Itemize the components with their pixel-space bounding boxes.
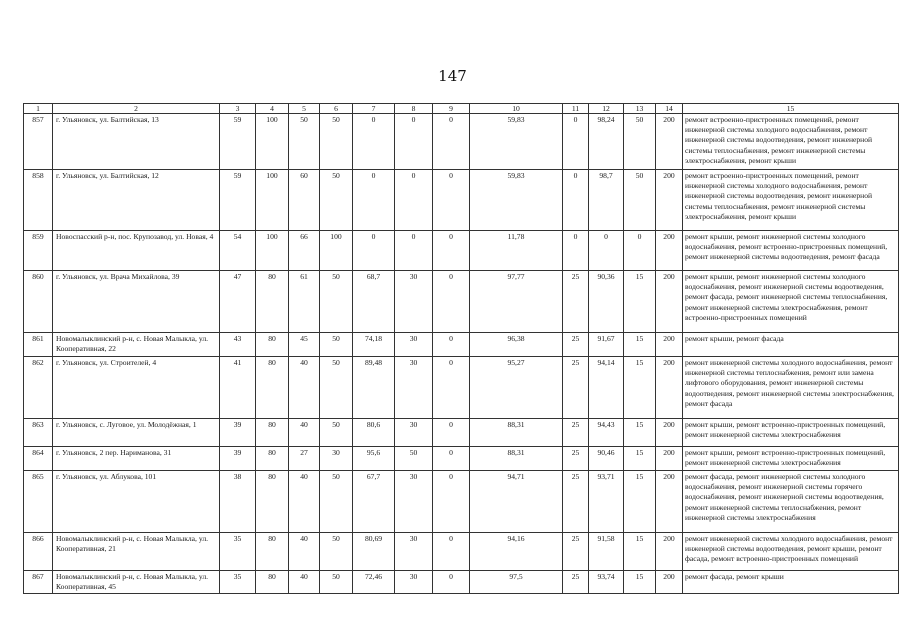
- value-cell-9: 0: [433, 471, 470, 533]
- works-cell: ремонт инженерной системы холодного водоснабжения, ремонт инженерной системы теплоснабжения, ремонт или замена лифтового оборудования, ремонт инженерной системы водоотведения, ремонт инженерной системы электроснабжения, ремонт фасада: [683, 357, 899, 419]
- value-cell-6: 50: [320, 471, 353, 533]
- value-cell-10: 96,38: [470, 333, 563, 357]
- value-cell-10: 94,16: [470, 533, 563, 571]
- value-cell-11: 25: [563, 533, 589, 571]
- address-cell: Новоспасский р-н, пос. Крупозавод, ул. Новая, 4: [53, 231, 220, 271]
- value-cell-6: 30: [320, 447, 353, 471]
- works-cell: ремонт встроенно-пристроенных помещений, ремонт инженерной системы холодного водоснабжения, ремонт инженерной системы водоотведения, ремонт инженерной системы теплоснабжения, ремонт инженерной системы электроснабжения, ремонт крыши: [683, 170, 899, 231]
- value-cell-7: 72,46: [353, 571, 395, 594]
- value-cell-14: 200: [656, 471, 683, 533]
- value-cell-7: 0: [353, 170, 395, 231]
- column-number-15: 15: [683, 104, 899, 114]
- works-cell: ремонт крыши, ремонт инженерной системы холодного водоснабжения, ремонт инженерной системы водоотведения, ремонт фасада, ремонт инженерной системы теплоснабжения, ремонт инженерной системы электроснабжения, ремонт встроенно-пристроенных помещений: [683, 271, 899, 333]
- value-cell-4: 80: [256, 271, 289, 333]
- value-cell-6: 50: [320, 271, 353, 333]
- row-number-cell: 864: [24, 447, 53, 471]
- value-cell-4: 100: [256, 170, 289, 231]
- value-cell-11: 0: [563, 170, 589, 231]
- row-number-cell: 862: [24, 357, 53, 419]
- table-row: [24, 357, 899, 419]
- value-cell-13: 15: [624, 271, 656, 333]
- value-cell-11: 25: [563, 271, 589, 333]
- column-number-7: 7: [353, 104, 395, 114]
- value-cell-5: 60: [289, 170, 320, 231]
- column-number-11: 11: [563, 104, 589, 114]
- value-cell-14: 200: [656, 231, 683, 271]
- value-cell-10: 95,27: [470, 357, 563, 419]
- table-row: [24, 231, 899, 271]
- value-cell-7: 68,7: [353, 271, 395, 333]
- row-number-cell: 859: [24, 231, 53, 271]
- row-number-cell: 867: [24, 571, 53, 594]
- value-cell-14: 200: [656, 333, 683, 357]
- column-number-3: 3: [220, 104, 256, 114]
- row-number-cell: 861: [24, 333, 53, 357]
- value-cell-8: 30: [395, 571, 433, 594]
- address-cell: г. Ульяновск, ул. Врача Михайлова, 39: [53, 271, 220, 333]
- value-cell-8: 0: [395, 114, 433, 170]
- value-cell-4: 80: [256, 533, 289, 571]
- value-cell-6: 50: [320, 533, 353, 571]
- value-cell-9: 0: [433, 170, 470, 231]
- value-cell-3: 59: [220, 114, 256, 170]
- value-cell-9: 0: [433, 114, 470, 170]
- value-cell-4: 80: [256, 357, 289, 419]
- value-cell-5: 40: [289, 357, 320, 419]
- column-number-13: 13: [624, 104, 656, 114]
- value-cell-8: 30: [395, 333, 433, 357]
- value-cell-7: 80,69: [353, 533, 395, 571]
- table-row: [24, 333, 899, 357]
- value-cell-13: 50: [624, 114, 656, 170]
- column-number-14: 14: [656, 104, 683, 114]
- value-cell-13: 15: [624, 333, 656, 357]
- value-cell-10: 97,5: [470, 571, 563, 594]
- value-cell-3: 35: [220, 533, 256, 571]
- works-cell: ремонт крыши, ремонт фасада: [683, 333, 899, 357]
- value-cell-6: 50: [320, 571, 353, 594]
- value-cell-3: 43: [220, 333, 256, 357]
- column-number-9: 9: [433, 104, 470, 114]
- value-cell-4: 80: [256, 447, 289, 471]
- value-cell-7: 0: [353, 231, 395, 271]
- address-cell: г. Ульяновск, ул. Аблукова, 101: [53, 471, 220, 533]
- value-cell-10: 59,83: [470, 114, 563, 170]
- value-cell-14: 200: [656, 114, 683, 170]
- value-cell-13: 15: [624, 571, 656, 594]
- value-cell-8: 30: [395, 271, 433, 333]
- value-cell-12: 90,36: [589, 271, 624, 333]
- value-cell-8: 30: [395, 533, 433, 571]
- column-number-4: 4: [256, 104, 289, 114]
- value-cell-8: 30: [395, 471, 433, 533]
- value-cell-13: 15: [624, 533, 656, 571]
- value-cell-12: 93,71: [589, 471, 624, 533]
- works-cell: ремонт крыши, ремонт встроенно-пристроенных помещений, ремонт инженерной системы электроснабжения: [683, 447, 899, 471]
- row-number-cell: 866: [24, 533, 53, 571]
- works-cell: ремонт встроенно-пристроенных помещений, ремонт инженерной системы холодного водоснабжения, ремонт инженерной системы водоотведения, ремонт инженерной системы теплоснабжения, ремонт инженерной системы электроснабжения, ремонт крыши: [683, 114, 899, 170]
- value-cell-3: 35: [220, 571, 256, 594]
- value-cell-14: 200: [656, 271, 683, 333]
- value-cell-13: 15: [624, 471, 656, 533]
- value-cell-7: 0: [353, 114, 395, 170]
- table-row: [24, 419, 899, 447]
- value-cell-14: 200: [656, 357, 683, 419]
- value-cell-9: 0: [433, 447, 470, 471]
- value-cell-3: 39: [220, 447, 256, 471]
- table-row: [24, 447, 899, 471]
- value-cell-5: 45: [289, 333, 320, 357]
- works-cell: ремонт крыши, ремонт встроенно-пристроенных помещений, ремонт инженерной системы электроснабжения: [683, 419, 899, 447]
- value-cell-10: 11,78: [470, 231, 563, 271]
- value-cell-9: 0: [433, 357, 470, 419]
- value-cell-11: 0: [563, 114, 589, 170]
- column-number-5: 5: [289, 104, 320, 114]
- value-cell-11: 25: [563, 571, 589, 594]
- value-cell-7: 95,6: [353, 447, 395, 471]
- column-number-8: 8: [395, 104, 433, 114]
- value-cell-11: 25: [563, 357, 589, 419]
- column-number-12: 12: [589, 104, 624, 114]
- column-number-row: [24, 104, 899, 114]
- address-cell: г. Ульяновск, ул. Балтийская, 13: [53, 114, 220, 170]
- value-cell-13: 0: [624, 231, 656, 271]
- works-cell: ремонт фасада, ремонт крыши: [683, 571, 899, 594]
- value-cell-12: 0: [589, 231, 624, 271]
- value-cell-5: 40: [289, 471, 320, 533]
- value-cell-7: 74,18: [353, 333, 395, 357]
- value-cell-3: 38: [220, 471, 256, 533]
- value-cell-7: 80,6: [353, 419, 395, 447]
- value-cell-14: 200: [656, 170, 683, 231]
- value-cell-4: 100: [256, 231, 289, 271]
- value-cell-11: 0: [563, 231, 589, 271]
- value-cell-12: 93,74: [589, 571, 624, 594]
- value-cell-5: 50: [289, 114, 320, 170]
- value-cell-13: 15: [624, 447, 656, 471]
- value-cell-9: 0: [433, 333, 470, 357]
- address-cell: г. Ульяновск, ул. Балтийская, 12: [53, 170, 220, 231]
- value-cell-13: 50: [624, 170, 656, 231]
- row-number-cell: 865: [24, 471, 53, 533]
- value-cell-12: 91,58: [589, 533, 624, 571]
- value-cell-12: 90,46: [589, 447, 624, 471]
- value-cell-5: 61: [289, 271, 320, 333]
- value-cell-13: 15: [624, 357, 656, 419]
- value-cell-8: 30: [395, 357, 433, 419]
- value-cell-13: 15: [624, 419, 656, 447]
- value-cell-4: 80: [256, 419, 289, 447]
- value-cell-6: 50: [320, 357, 353, 419]
- value-cell-7: 89,48: [353, 357, 395, 419]
- value-cell-11: 25: [563, 471, 589, 533]
- value-cell-4: 80: [256, 471, 289, 533]
- value-cell-10: 59,83: [470, 170, 563, 231]
- value-cell-10: 88,31: [470, 447, 563, 471]
- value-cell-7: 67,7: [353, 471, 395, 533]
- value-cell-5: 40: [289, 533, 320, 571]
- works-cell: ремонт фасада, ремонт инженерной системы холодного водоснабжения, ремонт инженерной системы горячего водоснабжения, ремонт инженерной системы водоотведения, ремонт инженерной системы теплоснабжения, ремонт инженерной системы электроснабжения: [683, 471, 899, 533]
- row-number-cell: 858: [24, 170, 53, 231]
- value-cell-5: 40: [289, 419, 320, 447]
- value-cell-6: 50: [320, 333, 353, 357]
- row-number-cell: 857: [24, 114, 53, 170]
- value-cell-8: 30: [395, 419, 433, 447]
- value-cell-9: 0: [433, 231, 470, 271]
- address-cell: г. Ульяновск, ул. Строителей, 4: [53, 357, 220, 419]
- value-cell-5: 40: [289, 571, 320, 594]
- value-cell-4: 80: [256, 571, 289, 594]
- value-cell-9: 0: [433, 419, 470, 447]
- value-cell-10: 97,77: [470, 271, 563, 333]
- value-cell-14: 200: [656, 447, 683, 471]
- value-cell-6: 50: [320, 170, 353, 231]
- address-cell: Новомалыклинский р-н, с. Новая Малыкла, ул. Кооперативная, 45: [53, 571, 220, 594]
- value-cell-11: 25: [563, 447, 589, 471]
- address-cell: Новомалыклинский р-н, с. Новая Малыкла, ул. Кооперативная, 21: [53, 533, 220, 571]
- value-cell-6: 50: [320, 114, 353, 170]
- value-cell-10: 88,31: [470, 419, 563, 447]
- value-cell-11: 25: [563, 419, 589, 447]
- value-cell-6: 50: [320, 419, 353, 447]
- value-cell-3: 39: [220, 419, 256, 447]
- address-cell: Новомалыклинский р-н, с. Новая Малыкла, ул. Кооперативная, 22: [53, 333, 220, 357]
- value-cell-8: 0: [395, 231, 433, 271]
- value-cell-3: 59: [220, 170, 256, 231]
- value-cell-14: 200: [656, 419, 683, 447]
- value-cell-12: 94,43: [589, 419, 624, 447]
- value-cell-12: 98,24: [589, 114, 624, 170]
- value-cell-12: 98,7: [589, 170, 624, 231]
- address-cell: г. Ульяновск, с. Луговое, ул. Молодёжная, 1: [53, 419, 220, 447]
- table-row: [24, 114, 899, 170]
- value-cell-11: 25: [563, 333, 589, 357]
- address-cell: г. Ульяновск, 2 пер. Нариманова, 31: [53, 447, 220, 471]
- work-schedule-table: [23, 103, 899, 594]
- page-number: 147: [438, 67, 467, 85]
- value-cell-8: 50: [395, 447, 433, 471]
- value-cell-6: 100: [320, 231, 353, 271]
- value-cell-8: 0: [395, 170, 433, 231]
- column-number-1: 1: [24, 104, 53, 114]
- column-number-10: 10: [470, 104, 563, 114]
- value-cell-14: 200: [656, 571, 683, 594]
- table-row: [24, 271, 899, 333]
- value-cell-9: 0: [433, 271, 470, 333]
- table-body: [24, 104, 899, 594]
- table-row: [24, 170, 899, 231]
- value-cell-3: 41: [220, 357, 256, 419]
- column-number-2: 2: [53, 104, 220, 114]
- value-cell-9: 0: [433, 571, 470, 594]
- row-number-cell: 863: [24, 419, 53, 447]
- works-cell: ремонт инженерной системы холодного водоснабжения, ремонт инженерной системы водоотведения, ремонт крыши, ремонт фасада, ремонт встроенно-пристроенных помещений: [683, 533, 899, 571]
- value-cell-5: 27: [289, 447, 320, 471]
- value-cell-12: 91,67: [589, 333, 624, 357]
- value-cell-9: 0: [433, 533, 470, 571]
- value-cell-4: 100: [256, 114, 289, 170]
- value-cell-4: 80: [256, 333, 289, 357]
- row-number-cell: 860: [24, 271, 53, 333]
- table-row: [24, 533, 899, 571]
- column-number-6: 6: [320, 104, 353, 114]
- value-cell-14: 200: [656, 533, 683, 571]
- value-cell-3: 54: [220, 231, 256, 271]
- value-cell-5: 66: [289, 231, 320, 271]
- table-row: [24, 571, 899, 594]
- works-cell: ремонт крыши, ремонт инженерной системы холодного водоснабжения, ремонт встроенно-пристроенных помещений, ремонт инженерной системы водоотведения, ремонт фасада: [683, 231, 899, 271]
- value-cell-10: 94,71: [470, 471, 563, 533]
- value-cell-12: 94,14: [589, 357, 624, 419]
- table-row: [24, 471, 899, 533]
- value-cell-3: 47: [220, 271, 256, 333]
